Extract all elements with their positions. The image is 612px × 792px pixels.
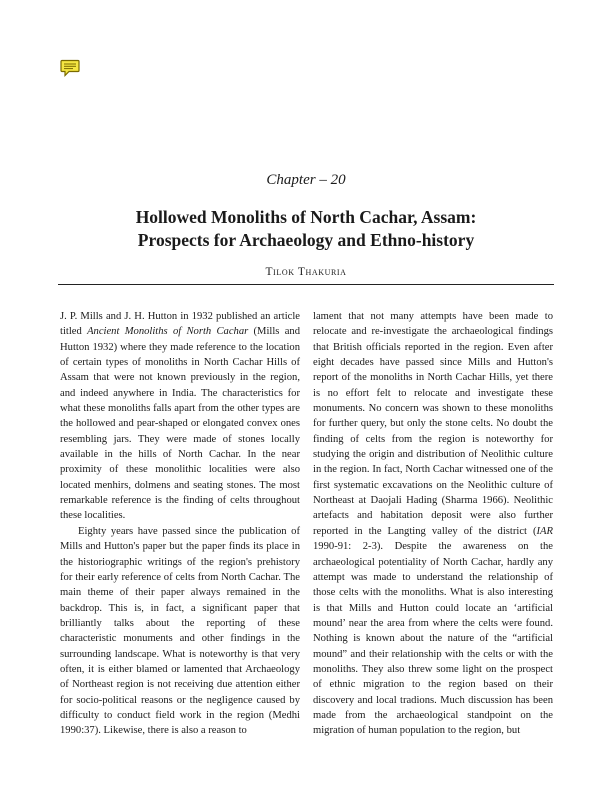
title-line-1: Hollowed Monoliths of North Cachar, Assam: [135,207,477,227]
iar-citation: IAR [536,525,553,537]
article-title [0,206,612,252]
paper-title-citation: Ancient Monoliths of North Cachar [87,326,249,338]
paragraph-2: Eighty years have passed since the publication of Mills and Hutton's paper but the paper finds its place in the historiographic writings of the region's prehistory for their early reference of celts from North Cachar. The main theme of their paper always remained in the backdrop. This is, in fact, a significant paper that brilliantly talks about the reporting of these characteristic monuments and other findings in the surrounding landscape. What is noteworthy is that very often, it is either blamed or lamented that Archaeology of Northeast region is not receiving due attention either for socio-political reasons or the negligence caused by difficulty to conduct field work in the region (Medhi 1990:37). Likewise, there is also a reason to [60,525,300,737]
paragraph-3 [313,309,553,739]
paragraph-3-text-a: lament that not many attempts have been made to relocate and re-investigate the archaeological findings that British officials reported in the region. Even after eight decades have passed since Mills and Hutton's report of the monoliths in North Cachar Hills, yet there is no effort felt to relocate and investigate these monuments. No concern was shown to these monoliths for further query, but only the stone celts. No doubt the finding of celts from the region is noteworthy for studying the origin and distribution of Neolithic culture in the region. In fact, North Cachar witnessed one of the first systematic excavations on the Neolithic culture of Northeast at Daojali Hading (Sharma 1966). Neolithic artefacts and habitation deposit were also further reported in the Langting valley of the district ( [313,311,553,537]
paragraph-1-text-b: (Mills and Hutton 1932) where they made reference to the location of certain types of monoliths in North Cachar Hills of Assam that were not known previously in the region, and indeed anywhere in India. The characteristics for what these monoliths falls apart from the other types are the hollowed and pear-shaped or elongated convex ones resembling jars. They were made of stones locally available in the hills of North Cachar. In the near proximity of these monolithic localities were also located menhirs, dolmens and seating stones. The most remarkable reference is the finding of celts throughout these localities. [60,326,301,522]
paragraph-1-text-a: J. P. Mills and J. H. Hutton in 1932 published an article titled [60,311,300,338]
chapter-label: Chapter – 20 [266,172,346,188]
author-name: Tilok Thakuria [265,266,347,278]
comment-note-icon[interactable] [60,59,80,77]
left-column [60,309,300,739]
header-divider [58,284,554,285]
title-line-2: Prospects for Archaeology and Ethno-history [137,230,475,250]
paragraph-3-text-b: 1990-91: 2-3). Despite the awareness on the archaeological potentiality of North Cachar, hardly any attempt was made to understand the relationship of those celts with the monoliths. What is also interesting is that Mills and Hutton could locate an ‘artificial mound’ near the area from where the celts were found. Nothing is known about the nature of the “artificial mound” and their relationship with the celts or with the monoliths. They also threw some light on the prospect of ethnic migration to the region based on their discovery and local tradions. Much discussion has been made from the archaeological standpoint on the migration of human population to the region, but [313,541,553,737]
right-column [313,309,553,739]
paragraph-1 [60,309,300,524]
comment-note-glyph [60,59,80,77]
